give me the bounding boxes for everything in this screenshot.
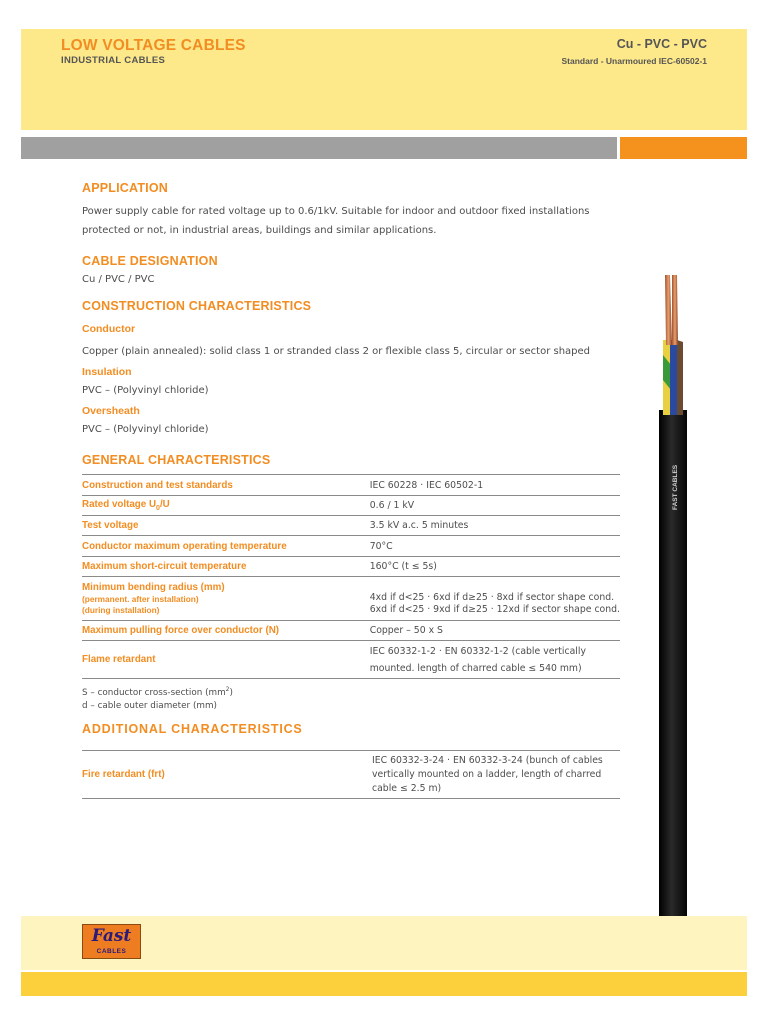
designation-text: Cu / PVC / PVC — [82, 274, 155, 285]
table-key — [82, 577, 370, 621]
insulation-text: PVC – (Polyvinyl chloride) — [82, 385, 209, 396]
general-heading: GENERAL CHARACTERISTICS — [82, 453, 271, 467]
table-row — [82, 516, 620, 536]
table-key — [82, 496, 370, 516]
table-key: Test voltage — [82, 516, 370, 536]
table-notes — [82, 683, 233, 713]
value-line: vertically mounted on a ladder, length of charred — [372, 768, 602, 780]
table-value: 160°C (t ≤ 5s) — [370, 557, 620, 577]
note-line — [82, 683, 233, 700]
conductor-label: Conductor — [82, 323, 136, 335]
table-key: Flame retardant — [82, 641, 370, 679]
table-value: IEC 60228 · IEC 60502-1 — [370, 475, 620, 496]
logo-subtext: CABLES — [96, 948, 127, 955]
value-line: 6xd if d<25 · 9xd if d≥25 · 12xd if sector shape cond. — [369, 603, 620, 615]
cable-print: FAST CABLES — [672, 464, 679, 510]
insulation-label: Insulation — [82, 366, 132, 378]
core-blue — [670, 340, 678, 415]
table-row — [82, 475, 620, 496]
page-title: LOW VOLTAGE CABLES — [61, 37, 246, 54]
conductor-copper — [665, 275, 672, 345]
key-subscript: 0 — [156, 504, 160, 512]
application-heading: APPLICATION — [82, 181, 168, 195]
key-text: Minimum bending radius (mm) — [82, 582, 225, 593]
value-line: mounted. length of charred cable ≤ 540 mm) — [369, 662, 582, 674]
page-subtitle: INDUSTRIAL CABLES — [61, 55, 166, 66]
table-row — [82, 621, 620, 641]
general-table — [82, 474, 620, 679]
footer-bar — [21, 972, 747, 996]
table-value: 70°C — [370, 536, 620, 557]
table-value — [370, 641, 620, 679]
table-key: Maximum pulling force over conductor (N) — [82, 621, 370, 641]
cable-illustration — [650, 270, 695, 920]
core-brown — [677, 340, 683, 415]
note-line: d – cable outer diameter (mm) — [82, 700, 217, 711]
conductor-copper — [672, 275, 678, 345]
value-line: IEC 60332-3-24 · EN 60332-3-24 (bunch of cables — [372, 754, 603, 766]
additional-table — [82, 750, 620, 799]
oversheath-text: PVC – (Polyvinyl chloride) — [82, 424, 209, 435]
orange-divider-bar — [620, 137, 747, 159]
value-line: cable ≤ 2.5 m) — [372, 782, 442, 794]
table-row — [82, 557, 620, 577]
key-text: Rated voltage U — [82, 499, 157, 511]
table-value: 3.5 kV a.c. 5 minutes — [370, 516, 620, 536]
cable-spec: Cu - PVC - PVC — [616, 37, 707, 51]
fast-cables-logo — [82, 924, 141, 959]
key-text: /U — [159, 499, 170, 511]
oversheath-label: Oversheath — [82, 405, 140, 417]
table-row — [82, 751, 620, 799]
cable-standard: Standard - Unarmoured IEC-60502-1 — [561, 56, 707, 66]
table-row — [82, 577, 620, 621]
table-row — [82, 641, 620, 679]
gray-divider-bar — [21, 137, 617, 159]
note-superscript: 2 — [225, 686, 230, 693]
value-line: IEC 60332-1-2 · EN 60332-1-2 (cable vertically — [369, 645, 586, 657]
logo-text: Fast — [91, 926, 132, 946]
table-key: Conductor maximum operating temperature — [82, 536, 370, 557]
value-line: 4xd if d<25 · 6xd if d≥25 · 8xd if sector shape cond. — [369, 591, 615, 603]
application-text-line-1: Power supply cable for rated voltage up to 0.6/1kV. Suitable for indoor and outdoor fixed installations — [82, 206, 590, 217]
key-detail: (permanent. after installation) — [82, 594, 199, 604]
table-value — [372, 751, 620, 799]
table-value: Copper – 50 x S — [370, 621, 620, 641]
table-row — [82, 496, 620, 516]
table-value — [370, 577, 620, 621]
note-text: ) — [229, 687, 233, 698]
table-key: Maximum short-circuit temperature — [82, 557, 370, 577]
table-row — [82, 536, 620, 557]
additional-heading: ADDITIONAL CHARACTERISTICS — [82, 722, 303, 736]
table-value: 0.6 / 1 kV — [370, 496, 620, 516]
table-key: Construction and test standards — [82, 475, 370, 496]
conductor-text: Copper (plain annealed): solid class 1 or stranded class 2 or flexible class 5, circular or sector shaped — [82, 346, 591, 357]
application-text-line-2: protected or not, in industrial areas, buildings and similar applications. — [82, 225, 437, 236]
note-text: S – conductor cross-section (mm — [82, 687, 226, 698]
table-key: Fire retardant (frt) — [82, 751, 372, 799]
construction-heading: CONSTRUCTION CHARACTERISTICS — [82, 299, 312, 313]
key-detail: (during installation) — [82, 605, 160, 615]
designation-heading: CABLE DESIGNATION — [82, 254, 218, 268]
